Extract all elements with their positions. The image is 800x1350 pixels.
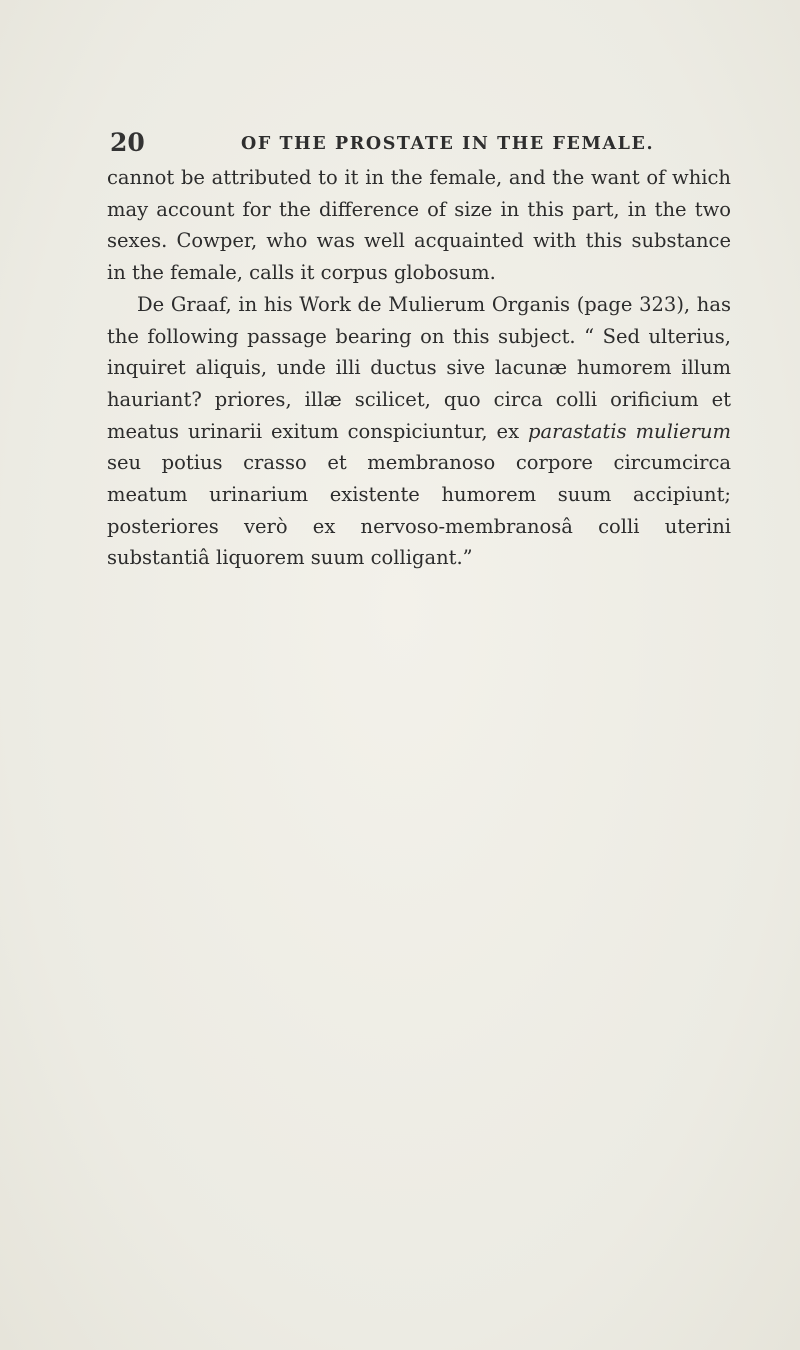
running-head: OF THE PROSTATE IN THE FEMALE. — [241, 134, 655, 154]
page-header — [110, 128, 730, 158]
paragraph-1: cannot be attributed to it in the female, and the want of which may account for the difference of size in this part, in the two sexes. Cowper, who was well acquainted with this substance in the female, calls it corpus globosum. — [107, 166, 731, 285]
page-number: 20 — [110, 128, 145, 157]
paragraph-2-space — [627, 420, 636, 443]
paragraph-2 — [107, 289, 731, 574]
body-text — [107, 162, 731, 574]
italic-parastatis: parastatis — [528, 419, 627, 443]
italic-mulierum: mulierum — [635, 419, 731, 443]
paragraph-2-text-after: seu potius crasso et membranoso corpore circumcirca meatum urinarium existente humorem suum accipiunt; posteriores verò ex nervoso-membranosâ colli uterini substantiâ liquorem suum colligant.” — [107, 451, 731, 570]
paragraph-2-text-before: De Graaf, in his Work de Mulierum Organis (page 323), has the following passage bearing on this subject. “ Sed ulterius, inquiret aliquis, unde illi ductus sive lacunæ humorem illum hauriant? priores, illæ scilicet, quo circa colli orificium et meatus urinarii exitum conspiciuntur, ex — [107, 292, 731, 443]
